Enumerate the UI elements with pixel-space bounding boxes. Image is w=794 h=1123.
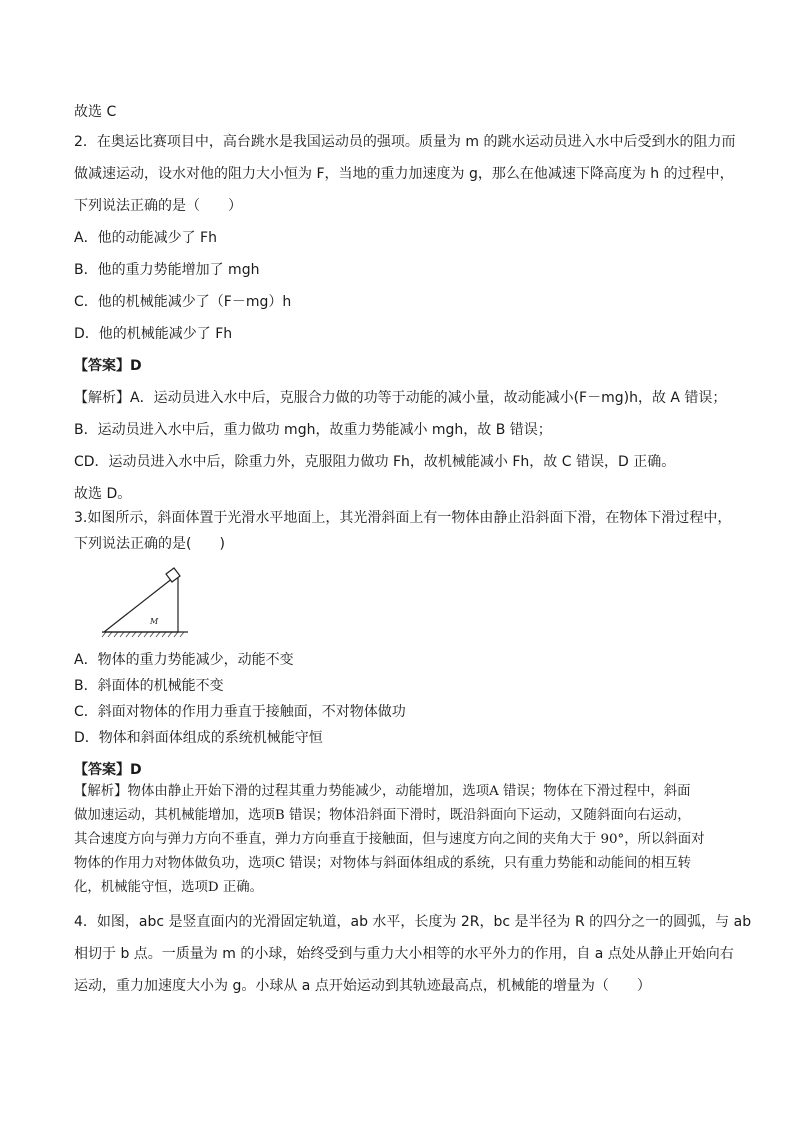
q2-option-b: B．他的重力势能增加了 mgh bbox=[74, 262, 260, 278]
q4-stem-line-1: 4．如图，abc 是竖直面内的光滑固定轨道，ab 水平，长度为 2R，bc 是半径为 R 的四分之一的圆弧，与 ab bbox=[74, 914, 752, 930]
q2-analysis-line-1: 【解析】A．运动员进入水中后，克服合力做的功等于动能的减小量，故动能减小(F－mg)h，故 A 错误； bbox=[74, 390, 727, 406]
q3-stem-line-2: 下列说法正确的是( ) bbox=[74, 536, 225, 552]
q2-option-c: C．他的机械能减少了（F－mg）h bbox=[74, 294, 292, 310]
q1-conclusion: 故选 C bbox=[74, 104, 117, 120]
q2-conclusion: 故选 D。 bbox=[74, 486, 132, 502]
q3-option-c: C．斜面对物体的作用力垂直于接触面，不对物体做功 bbox=[74, 704, 406, 720]
q3-answer: 【答案】D bbox=[74, 762, 142, 778]
q2-option-a: A．他的动能减少了 Fh bbox=[74, 230, 217, 246]
q3-stem-line-1: 3.如图所示，斜面体置于光滑水平地面上，其光滑斜面上有一物体由静止沿斜面下滑，在物体下滑过程中， bbox=[74, 510, 732, 526]
q4-stem-line-3: 运动，重力加速度大小为 g。小球从 a 点开始运动到其轨迹最高点，机械能的增量为（ ） bbox=[74, 978, 651, 994]
q3-analysis-line-3: 其合速度方向与弹力方向不垂直，弹力方向垂直于接触面，但与速度方向之间的夹角大于 90°，所以斜面对 bbox=[74, 832, 705, 847]
ground-hatching bbox=[102, 632, 184, 637]
q2-stem-line-2: 做减速运动，设水对他的阻力大小恒为 F，当地的重力加速度为 g，那么在他减速下降高度为 h 的过程中， bbox=[74, 166, 734, 182]
q2-stem-line-1: 2．在奥运比赛项目中，高台跳水是我国运动员的强项。质量为 m 的跳水运动员进入水中后受到水的阻力而 bbox=[74, 134, 736, 150]
q3-analysis-line-4: 物体的作用力对物体做负功，选项C 错误；对物体与斜面体组成的系统，只有重力势能和动能间的相互转 bbox=[74, 856, 692, 871]
incline-figure bbox=[100, 560, 200, 640]
q3-option-a: A．物体的重力势能减少，动能不变 bbox=[74, 652, 294, 668]
incline-wedge bbox=[104, 574, 178, 632]
q3-analysis-line-2: 做加速运动，其机械能增加，选项B 错误；物体沿斜面下滑时，既沿斜面向下运动，又随斜面向右运动， bbox=[74, 808, 691, 823]
q4-stem-line-2: 相切于 b 点。一质量为 m 的小球，始终受到与重力大小相等的水平外力的作用，自 a 点处从静止开始向右 bbox=[74, 946, 734, 962]
q3-option-d: D．物体和斜面体组成的系统机械能守恒 bbox=[74, 730, 323, 746]
q2-answer: 【答案】D bbox=[74, 358, 142, 374]
q2-option-d: D．他的机械能减少了 Fh bbox=[74, 326, 233, 342]
q2-analysis-line-3: CD．运动员进入水中后，除重力外，克服阻力做功 Fh，故机械能减小 Fh，故 C 错误，D 正确。 bbox=[74, 454, 676, 470]
q3-analysis-line-5: 化，机械能守恒，选项D 正确。 bbox=[74, 880, 264, 895]
q2-analysis-line-2: B．运动员进入水中后，重力做功 mgh，故重力势能减小 mgh，故 B 错误； bbox=[74, 422, 552, 438]
q3-option-b: B．斜面体的机械能不变 bbox=[74, 678, 224, 694]
wedge-label: M bbox=[150, 617, 159, 626]
q3-analysis-line-1: 【解析】物体由静止开始下滑的过程其重力势能减少，动能增加，选项A 错误；物体在下滑过程中，斜面 bbox=[74, 784, 691, 799]
q2-stem-line-3: 下列说法正确的是（ ） bbox=[74, 198, 242, 214]
